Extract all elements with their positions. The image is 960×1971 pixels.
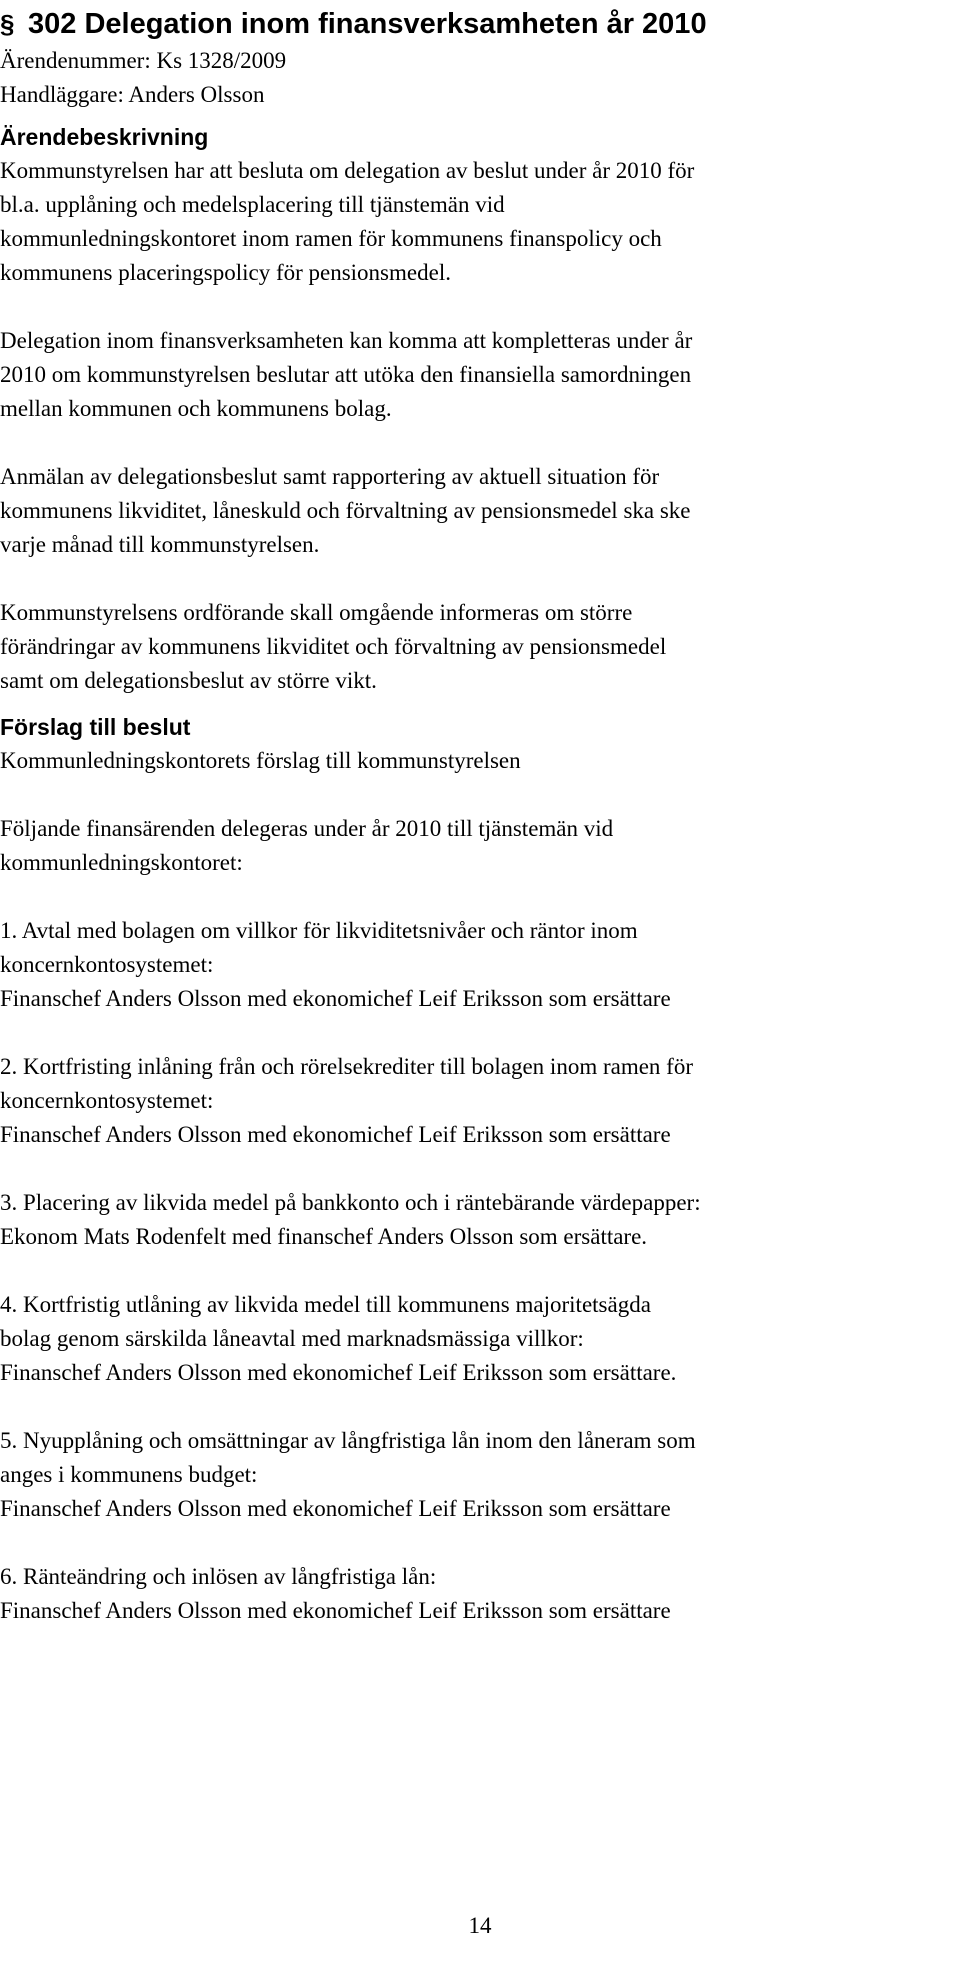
description-paragraph-1 [0, 154, 952, 290]
paragraph-line: kommunens likviditet, låneskuld och förvaltning av pensionsmedel ska ske [0, 498, 691, 523]
delegation-item-2 [0, 1050, 952, 1152]
paragraph-line: kommunledningskontoret inom ramen för kommunens finanspolicy och [0, 226, 662, 251]
paragraph-line: förändringar av kommunens likviditet och förvaltning av pensionsmedel [0, 634, 667, 659]
paragraph-line: bl.a. upplåning och medelsplacering till tjänstemän vid [0, 192, 505, 217]
paragraph-line: samt om delegationsbeslut av större vikt. [0, 668, 377, 693]
paragraph-line: Kommunledningskontorets förslag till kommunstyrelsen [0, 748, 521, 773]
item-line: 6. Ränteändring och inlösen av långfristiga lån: [0, 1564, 437, 1589]
item-line: koncernkontosystemet: [0, 1088, 214, 1113]
proposal-heading: Förslag till beslut [0, 714, 191, 740]
item-delegate: Ekonom Mats Rodenfelt med finanschef Anders Olsson som ersättare. [0, 1224, 648, 1249]
paragraph-line: kommunledningskontoret: [0, 850, 243, 875]
description-paragraph-3 [0, 460, 952, 562]
item-line: 1. Avtal med bolagen om villkor för likviditetsnivåer och räntor inom [0, 918, 638, 943]
section-title: 302 Delegation inom finansverksamheten år 2010 [28, 8, 707, 40]
description-paragraph-2 [0, 324, 952, 426]
paragraph-line: Kommunstyrelsens ordförande skall omgående informeras om större [0, 600, 633, 625]
paragraph-line: Kommunstyrelsen har att besluta om delegation av beslut under år 2010 för [0, 158, 695, 183]
paragraph-line: mellan kommunen och kommunens bolag. [0, 396, 392, 421]
paragraph-line: Följande finansärenden delegeras under år 2010 till tjänstemän vid [0, 816, 614, 841]
proposal-lead [0, 812, 952, 880]
document-content [0, 4, 952, 1628]
section-heading [0, 4, 952, 44]
item-line: 4. Kortfristig utlåning av likvida medel till kommunens majoritetsägda [0, 1292, 651, 1317]
item-delegate: Finanschef Anders Olsson med ekonomichef Leif Eriksson som ersättare [0, 986, 671, 1011]
delegation-item-6 [0, 1560, 952, 1628]
paragraph-line: Anmälan av delegationsbeslut samt rapportering av aktuell situation för [0, 464, 660, 489]
section-mark: § [0, 9, 15, 39]
item-line: bolag genom särskilda låneavtal med marknadsmässiga villkor: [0, 1326, 584, 1351]
delegation-item-3 [0, 1186, 952, 1254]
delegation-item-5 [0, 1424, 952, 1526]
case-handler: Handläggare: Anders Olsson [0, 82, 265, 107]
item-delegate: Finanschef Anders Olsson med ekonomichef Leif Eriksson som ersättare [0, 1598, 671, 1623]
paragraph-line: varje månad till kommunstyrelsen. [0, 532, 320, 557]
delegation-item-4 [0, 1288, 952, 1390]
paragraph-line: 2010 om kommunstyrelsen beslutar att utöka den finansiella samordningen [0, 362, 692, 387]
item-line: anges i kommunens budget: [0, 1462, 258, 1487]
proposal-intro [0, 744, 952, 778]
delegation-item-1 [0, 914, 952, 1016]
case-number: Ärendenummer: Ks 1328/2009 [0, 48, 287, 73]
item-line: 3. Placering av likvida medel på bankkonto och i räntebärande värdepapper: [0, 1190, 701, 1215]
item-line: 5. Nyupplåning och omsättningar av långfristiga lån inom den låneram som [0, 1428, 696, 1453]
item-delegate: Finanschef Anders Olsson med ekonomichef Leif Eriksson som ersättare [0, 1122, 671, 1147]
paragraph-line: kommunens placeringspolicy för pensionsmedel. [0, 260, 451, 285]
item-line: 2. Kortfristing inlåning från och rörelsekrediter till bolagen inom ramen för [0, 1054, 693, 1079]
item-line: koncernkontosystemet: [0, 952, 214, 977]
description-paragraph-4 [0, 596, 952, 698]
paragraph-line: Delegation inom finansverksamheten kan komma att kompletteras under år [0, 328, 693, 353]
item-delegate: Finanschef Anders Olsson med ekonomichef Leif Eriksson som ersättare [0, 1496, 671, 1521]
description-heading: Ärendebeskrivning [0, 124, 209, 150]
page-number: 14 [468, 1913, 492, 1938]
item-delegate: Finanschef Anders Olsson med ekonomichef Leif Eriksson som ersättare. [0, 1360, 677, 1385]
